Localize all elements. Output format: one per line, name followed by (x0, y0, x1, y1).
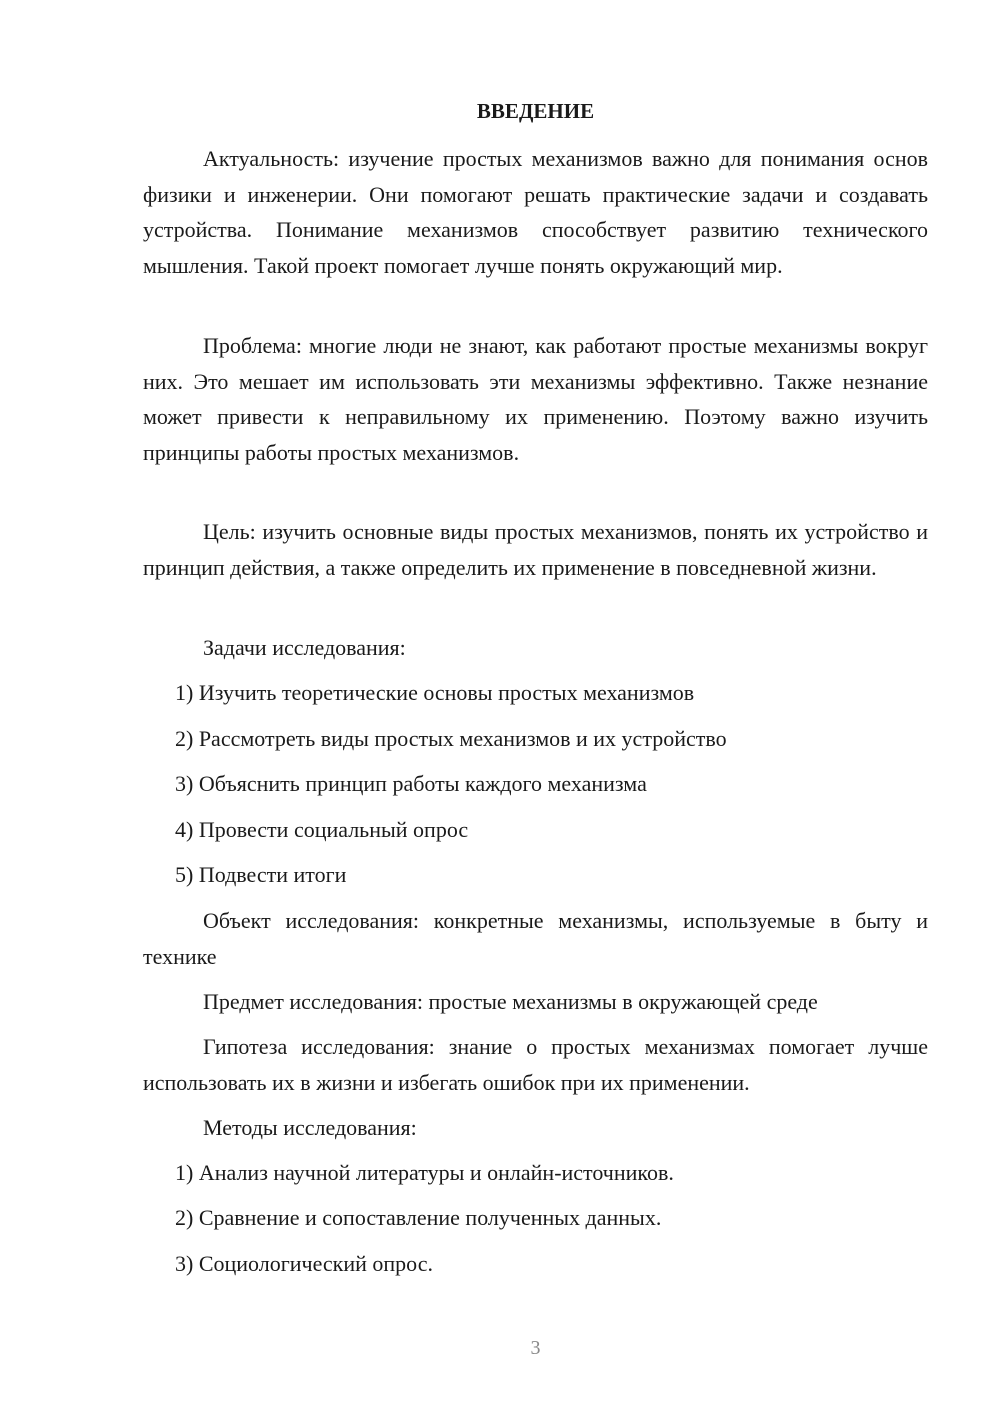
goal-paragraph: Цель: изучить основные виды простых механизмов, понять их устройство и принцип действия, а также определить их применение в повседневной жизни. (143, 519, 928, 580)
object-paragraph: Объект исследования: конкретные механизмы, используемые в быту и технике (143, 908, 928, 969)
tasks-heading: Задачи исследования: (203, 635, 406, 660)
method-item: 3) Социологический опрос. (175, 1251, 433, 1276)
task-item: 4) Провести социальный опрос (175, 817, 469, 842)
task-item: 3) Объяснить принцип работы каждого механизма (175, 771, 647, 796)
task-item: 2) Рассмотреть виды простых механизмов и их устройство (175, 726, 727, 751)
document-title: ВВЕДЕНИЕ (476, 99, 595, 123)
page-number: 3 (530, 1337, 541, 1359)
task-item: 5) Подвести итоги (175, 862, 347, 887)
problem-paragraph: Проблема: многие люди не знают, как работают простые механизмы вокруг них. Это мешает им использовать эти механизмы эффективно. Также незнание может привести к неправильному их применению. Поэтому важно изучить принципы работы простых механизмов. (143, 333, 928, 465)
subject-paragraph: Предмет исследования: простые механизмы в окружающей среде (203, 989, 818, 1014)
hypothesis-paragraph: Гипотеза исследования: знание о простых механизмах помогает лучше использовать их в жизни и избегать ошибок при их применении. (143, 1034, 928, 1095)
method-item: 2) Сравнение и сопоставление полученных данных. (175, 1205, 662, 1230)
relevance-paragraph: Актуальность: изучение простых механизмов важно для понимания основ физики и инженерии. Они помогают решать практические задачи и создавать устройства. Понимание механизмов способствует развитию технического мышления. Такой проект помогает лучше понять окружающий мир. (143, 146, 928, 278)
methods-heading: Методы исследования: (203, 1115, 417, 1140)
task-item: 1) Изучить теоретические основы простых механизмов (175, 680, 695, 705)
method-item: 1) Анализ научной литературы и онлайн-источников. (175, 1160, 674, 1185)
document-page (143, 0, 928, 1414)
